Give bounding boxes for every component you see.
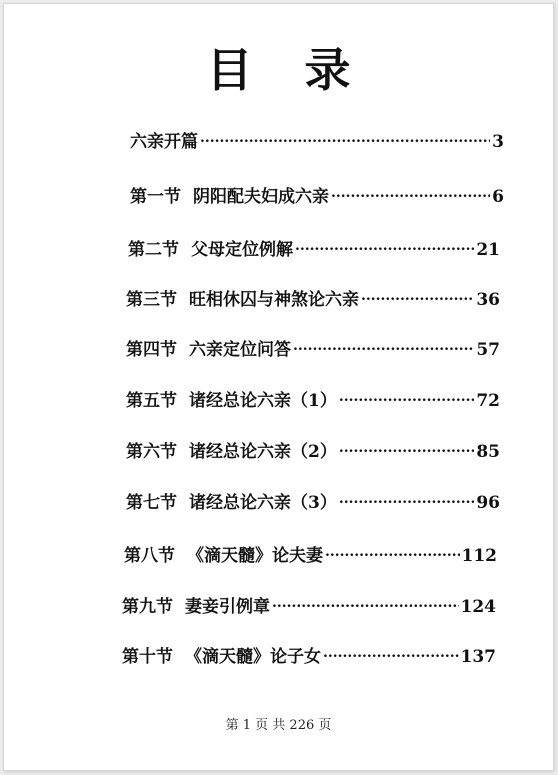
toc-entry (126, 486, 500, 514)
toc-entry-section: 第一节 (130, 187, 181, 207)
toc-entry (128, 233, 500, 261)
toc-entry-page: 112 (461, 546, 497, 566)
toc-entry-section: 第八节 (124, 546, 175, 566)
toc-entry-page: 3 (492, 132, 504, 152)
toc-entry (126, 435, 500, 463)
toc-dot-leader (325, 539, 460, 561)
toc-entry-title: 诸经总论六亲（2） (189, 442, 337, 462)
toc-entry-section: 第三节 (126, 290, 177, 310)
toc-entry (130, 125, 504, 153)
toc-entry-page: 96 (476, 493, 500, 513)
toc-entry-section: 第十节 (122, 647, 173, 667)
toc-entry-page: 85 (476, 442, 500, 462)
toc-entry-section: 第四节 (126, 340, 177, 360)
toc-entry (126, 283, 500, 311)
toc-entry-title: 《滴天髓》论夫妻 (187, 546, 323, 566)
document-page (3, 3, 554, 771)
toc-dot-leader (331, 180, 490, 202)
toc-entry (126, 333, 500, 361)
toc-entry-section: 第五节 (126, 391, 177, 411)
toc-dot-leader (293, 333, 474, 355)
toc-entry-section: 第二节 (128, 240, 179, 260)
toc-entry (122, 590, 496, 618)
toc-entry-title: 妻妾引例章 (185, 597, 270, 617)
page-footer: 第 1 页 共 226 页 (225, 718, 332, 733)
toc-dot-leader (339, 486, 474, 508)
toc-dot-leader (339, 384, 474, 406)
toc-entry-page: 21 (476, 240, 500, 260)
toc-dot-leader (272, 590, 459, 612)
toc-entry (124, 539, 497, 567)
toc-entry-title: 诸经总论六亲（1） (189, 391, 337, 411)
toc-dot-leader (339, 435, 474, 457)
toc-entry-page: 72 (476, 391, 500, 411)
toc-entry-title: 六亲定位问答 (189, 340, 291, 360)
toc-entry (126, 384, 500, 412)
toc-dot-leader (361, 283, 474, 305)
toc-entry-section: 第六节 (126, 442, 177, 462)
toc-entry-page: 36 (476, 290, 500, 310)
toc-entry-title: 六亲开篇 (130, 132, 198, 152)
toc-entry-section: 第七节 (126, 493, 177, 513)
toc-heading: 目 录 (206, 43, 369, 97)
toc-entry-section: 第九节 (122, 597, 173, 617)
toc-entry (122, 640, 496, 668)
toc-dot-leader (200, 125, 490, 147)
toc-entry-title: 旺相休囚与神煞论六亲 (189, 290, 359, 310)
toc-entry (130, 180, 504, 208)
toc-dot-leader (295, 233, 474, 255)
toc-entry-page: 57 (476, 340, 500, 360)
toc-entry-page: 137 (460, 647, 496, 667)
toc-entry-title: 父母定位例解 (191, 240, 293, 260)
toc-entry-page: 6 (492, 187, 504, 207)
toc-dot-leader (323, 640, 459, 662)
toc-entry-title: 诸经总论六亲（3） (189, 493, 337, 513)
toc-entry-title: 《滴天髓》论子女 (185, 647, 321, 667)
toc-entry-title: 阴阳配夫妇成六亲 (193, 187, 329, 207)
toc-entry-page: 124 (460, 597, 496, 617)
